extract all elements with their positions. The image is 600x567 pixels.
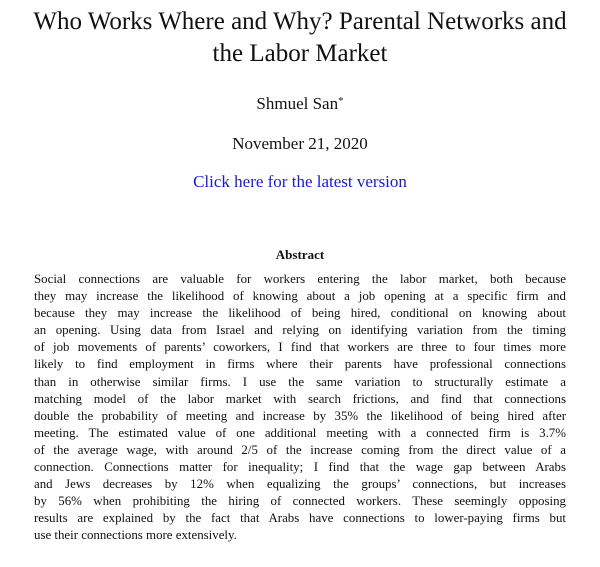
abstract-heading: Abstract — [275, 247, 325, 262]
latest-version-link[interactable]: Click here for the latest version — [193, 172, 407, 191]
abstract-line: meeting. The estimated value of one additional meeting with a connected firm is 3.7% — [34, 425, 566, 440]
paper-title-line: Who Works Where and Why? Parental Networks and — [33, 8, 567, 35]
abstract-line: they may increase the likelihood of knowing about a job opening at a specific firm and — [34, 289, 566, 304]
abstract-body — [34, 271, 566, 545]
publication-date: November 21, 2020 — [232, 134, 368, 153]
abstract-line: matching model of the labor market with search frictions, and find that connections — [34, 391, 566, 406]
author — [0, 94, 600, 114]
abstract-line: because they may increase the likelihood of being hired, conditional on knowing about — [34, 306, 566, 321]
abstract-line: likely to find employment in firms where their parents have professional connections — [34, 357, 566, 372]
abstract-line: use their connections more extensively. — [34, 528, 237, 543]
abstract-line: of the average wage, with around 2/5 of the increase coming from the direct value of a — [34, 442, 566, 457]
paper-title — [0, 6, 600, 70]
author-footnote-mark: * — [338, 95, 344, 107]
abstract-line: results are explained by the fact that Arabs have connections to lower-paying firms but — [34, 511, 566, 526]
abstract-line: connection. Connections matter for inequality; I find that the wage gap between Arabs — [34, 460, 566, 475]
abstract-line: Social connections are valuable for workers entering the labor market, both because — [34, 272, 566, 286]
abstract-line: of job movements of parents’ coworkers, I find that workers are three to four times more — [34, 340, 566, 355]
abstract-line: than in otherwise similar firms. I use the same variation to structurally estimate a — [34, 374, 566, 389]
author-name: Shmuel San — [256, 94, 339, 113]
abstract-line: by 56% when prohibiting the hiring of connected workers. These seemingly opposing — [34, 494, 566, 509]
abstract-line: double the probability of meeting and increase by 35% the likelihood of being hired after — [34, 408, 566, 423]
abstract-line: and Jews decreases by 12% when equalizing the groups’ connections, but increases — [34, 477, 566, 492]
abstract-line: an opening. Using data from Israel and relying on identifying variation from the timing — [34, 323, 566, 338]
paper-title-line: the Labor Market — [212, 40, 388, 67]
